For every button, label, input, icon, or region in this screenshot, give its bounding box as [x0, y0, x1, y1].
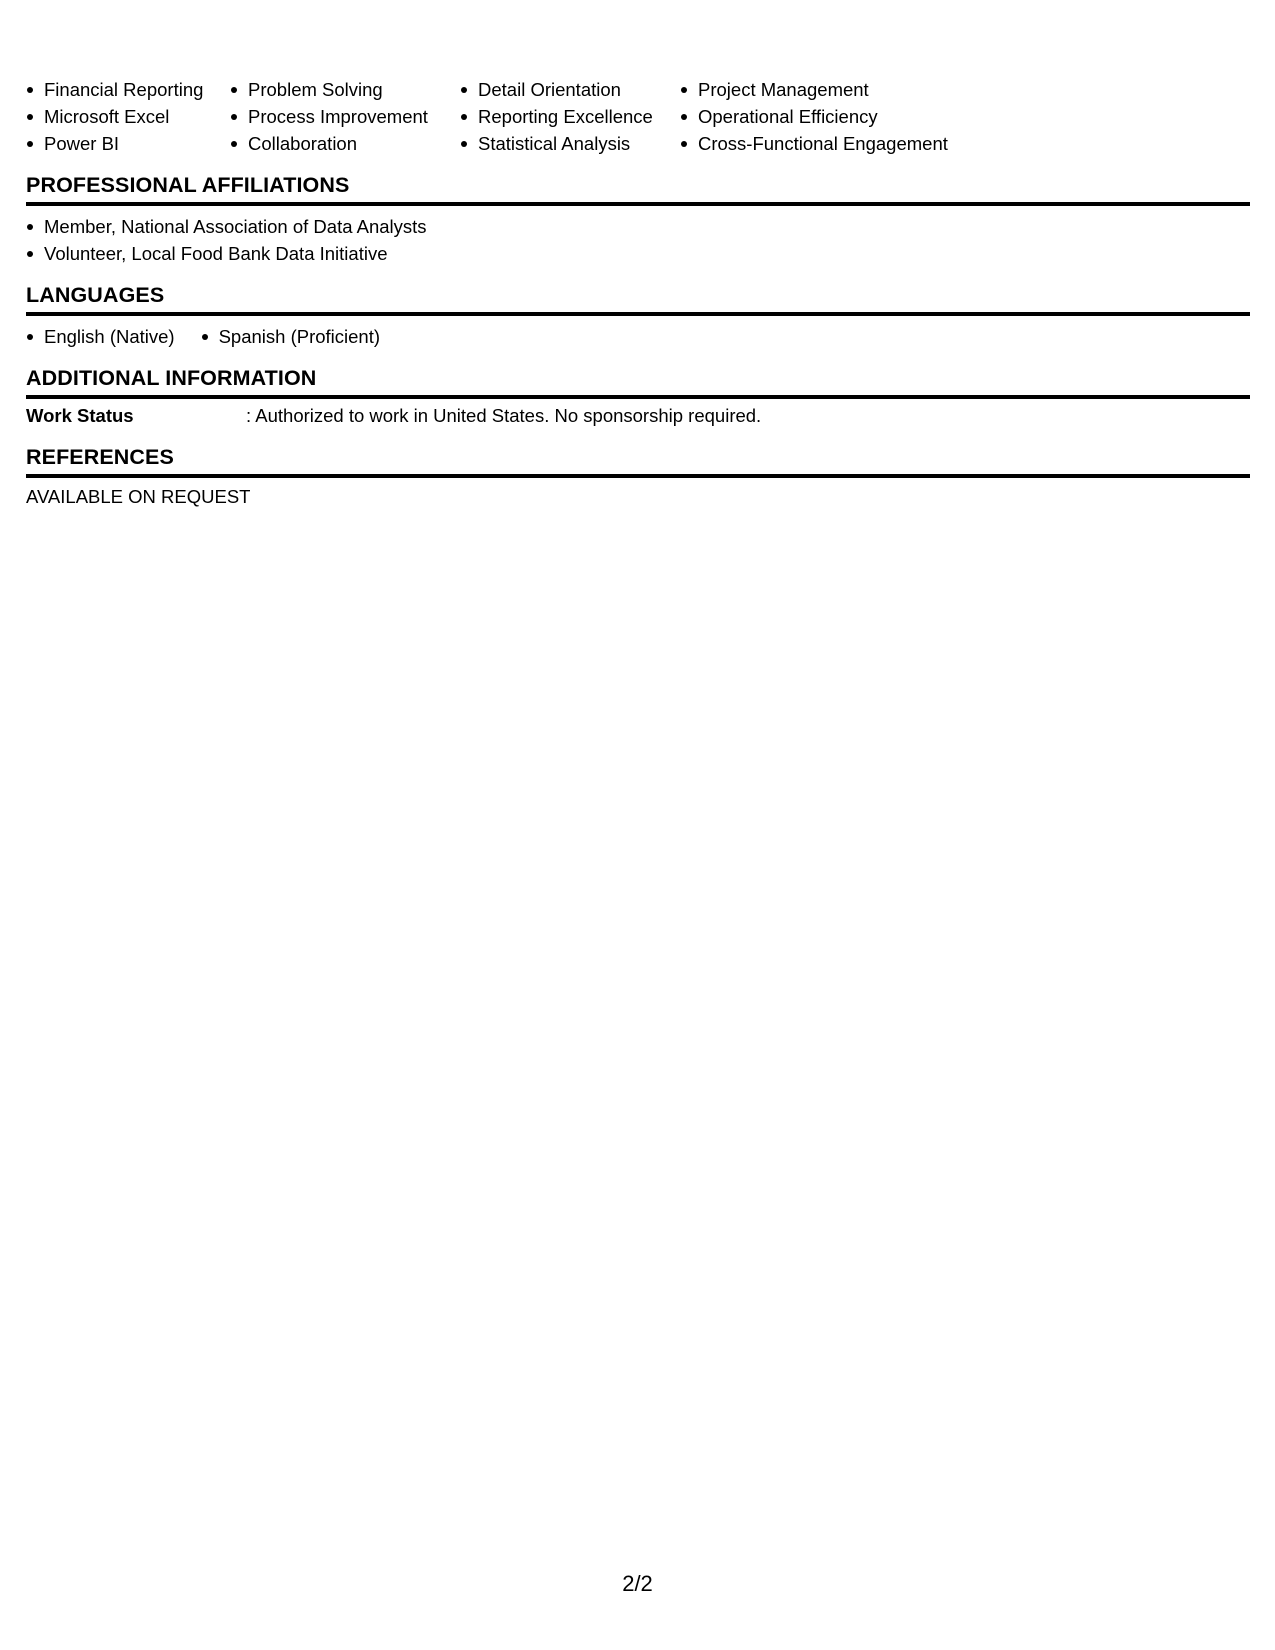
skill-item: Operational Efficiency — [680, 103, 980, 130]
languages-list — [26, 323, 1250, 350]
skill-item: Cross-Functional Engagement — [680, 130, 980, 157]
skills-column-4 — [680, 76, 980, 157]
skill-item: Detail Orientation — [460, 76, 680, 103]
skill-item: Reporting Excellence — [460, 103, 680, 130]
skill-item: Collaboration — [230, 130, 460, 157]
skill-item: Financial Reporting — [26, 76, 230, 103]
affiliations-list — [26, 213, 1250, 267]
references-heading: REFERENCES — [26, 443, 1250, 478]
skills-column-3 — [460, 76, 680, 157]
references-text: AVAILABLE ON REQUEST — [26, 486, 251, 507]
skill-item: Power BI — [26, 130, 230, 157]
skills-grid — [26, 76, 1250, 157]
language-item: Spanish (Proficient) — [201, 323, 380, 350]
page-number: 2/2 — [622, 1571, 653, 1596]
work-status-label: Work Status — [26, 405, 134, 426]
affiliations-section — [26, 171, 1250, 267]
affiliation-item: Volunteer, Local Food Bank Data Initiative — [26, 240, 1250, 267]
work-status-row — [26, 403, 1250, 429]
skills-column-1 — [26, 76, 230, 157]
languages-section — [26, 281, 1250, 350]
skill-item: Microsoft Excel — [26, 103, 230, 130]
skills-column-2 — [230, 76, 460, 157]
affiliations-heading: PROFESSIONAL AFFILIATIONS — [26, 171, 1250, 206]
references-section — [26, 443, 1250, 510]
languages-heading: LANGUAGES — [26, 281, 1250, 316]
affiliation-item: Member, National Association of Data Analysts — [26, 213, 1250, 240]
language-item: English (Native) — [26, 323, 175, 350]
skill-item: Process Improvement — [230, 103, 460, 130]
skill-item: Problem Solving — [230, 76, 460, 103]
additional-information-section — [26, 364, 1250, 429]
additional-information-heading: ADDITIONAL INFORMATION — [26, 364, 1250, 399]
skill-item: Project Management — [680, 76, 980, 103]
resume-page — [26, 76, 1250, 510]
work-status-value: : Authorized to work in United States. No sponsorship required. — [246, 405, 762, 426]
skill-item: Statistical Analysis — [460, 130, 680, 157]
